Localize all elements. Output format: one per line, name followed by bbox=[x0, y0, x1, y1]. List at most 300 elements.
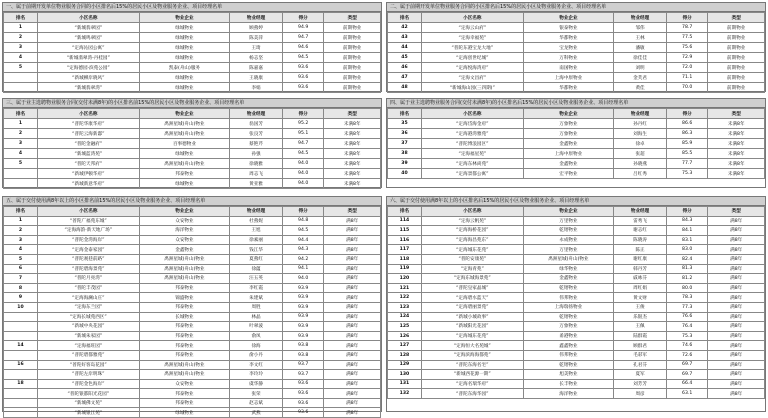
type-cell: 满8年 bbox=[708, 254, 765, 264]
company-cell: 众安物业 bbox=[139, 216, 229, 226]
table-row bbox=[388, 139, 765, 149]
community-cell: “新城伊顿华府” bbox=[37, 169, 139, 179]
manager-cell: 汪五英 bbox=[230, 274, 283, 284]
community-cell: “新城银江苑” bbox=[37, 408, 139, 418]
rank-cell bbox=[4, 398, 38, 408]
manager-cell: 陈正 bbox=[614, 245, 667, 255]
community-cell: “定海海昌苑东” bbox=[421, 235, 523, 245]
manager-cell: 李娟 bbox=[230, 83, 283, 93]
manager-cell: 王琦 bbox=[230, 43, 283, 53]
type-cell: 满8年 bbox=[324, 341, 381, 351]
company-cell: 绿城物业 bbox=[139, 43, 229, 53]
rank-cell: 125 bbox=[388, 322, 422, 332]
score-cell: 76.4 bbox=[666, 322, 707, 332]
community-cell: “定海德园·滨苑公园” bbox=[37, 63, 139, 73]
company-cell: 禹洲星城(舟山)物业 bbox=[139, 119, 229, 129]
score-cell: 71.1 bbox=[666, 73, 707, 83]
score-cell: 93.8 bbox=[282, 350, 323, 360]
manager-cell: 徐素丽 bbox=[230, 235, 283, 245]
panel-title: 四、属于业主选聘物业服务合同(交付未满8年)的小区排名后15%的居民小区及物业服务企业、项目经理名单 bbox=[387, 99, 765, 108]
community-cell: “普陀博浪园区” bbox=[421, 139, 523, 149]
manager-cell: 虞华静 bbox=[230, 379, 283, 389]
community-cell: “定海沁园公寓” bbox=[37, 43, 139, 53]
rank-cell: 46 bbox=[388, 63, 422, 73]
manager-cell: 乐银杰 bbox=[614, 312, 667, 322]
type-cell: 满8年 bbox=[324, 331, 381, 341]
rank-cell: 3 bbox=[4, 43, 38, 53]
type-cell: 前期物业 bbox=[324, 53, 381, 63]
score-cell: 86.6 bbox=[666, 119, 707, 129]
type-cell: 前期物业 bbox=[708, 83, 765, 93]
community-cell: “定海长城苑西区” bbox=[37, 312, 139, 322]
community-cell: “定海岱海金府” bbox=[421, 119, 523, 129]
company-cell: 百事德物业 bbox=[139, 139, 229, 149]
ranking-table bbox=[3, 108, 381, 189]
table-row bbox=[388, 302, 765, 312]
score-cell: 95.2 bbox=[282, 119, 323, 129]
rank-cell: 9 bbox=[4, 293, 38, 303]
type-cell: 满8年 bbox=[324, 274, 381, 284]
score-cell: 75.6 bbox=[666, 43, 707, 53]
community-cell: “新城新意华府” bbox=[37, 179, 139, 189]
manager-cell: 徐蕴 bbox=[230, 264, 283, 274]
ranking-table bbox=[387, 12, 765, 93]
type-cell: 满8年 bbox=[324, 322, 381, 332]
type-cell: 未满8年 bbox=[324, 139, 381, 149]
manager-cell: 张荣 bbox=[230, 389, 283, 399]
table-row bbox=[4, 139, 381, 149]
company-cell: 永成物业 bbox=[523, 235, 613, 245]
type-cell: 满8年 bbox=[708, 235, 765, 245]
column-header: 得分 bbox=[666, 207, 707, 217]
column-header: 类型 bbox=[708, 13, 765, 23]
table-row bbox=[4, 179, 381, 189]
column-header: 类型 bbox=[708, 109, 765, 119]
table-row bbox=[388, 379, 765, 389]
score-cell: 94.3 bbox=[282, 245, 323, 255]
table-row bbox=[4, 83, 381, 93]
type-cell: 满8年 bbox=[708, 245, 765, 255]
type-cell: 满8年 bbox=[708, 341, 765, 351]
type-cell: 未满8年 bbox=[708, 139, 765, 149]
table-row bbox=[388, 53, 765, 63]
rank-cell bbox=[4, 350, 38, 360]
score-cell: 93.6 bbox=[282, 83, 323, 93]
community-cell: “定海恒大名苑城” bbox=[421, 341, 523, 351]
column-header: 类型 bbox=[708, 207, 765, 217]
company-cell: 绿城物业 bbox=[139, 33, 229, 43]
type-cell: 满8年 bbox=[324, 312, 381, 322]
type-cell: 前期物业 bbox=[708, 63, 765, 73]
table-row bbox=[4, 119, 381, 129]
community-cell: “定海碧水蓝天” bbox=[421, 293, 523, 303]
community-cell: “普陀天邦府” bbox=[37, 159, 139, 169]
rank-cell bbox=[4, 370, 38, 380]
table-row bbox=[4, 53, 381, 63]
score-cell: 78.3 bbox=[666, 293, 707, 303]
rank-cell: 47 bbox=[388, 73, 422, 83]
table-row bbox=[388, 331, 765, 341]
rank-cell bbox=[4, 73, 38, 83]
community-cell: “定海金泰家园” bbox=[37, 245, 139, 255]
table-row bbox=[388, 23, 765, 33]
column-header: 排名 bbox=[4, 207, 38, 217]
score-cell: 94.0 bbox=[282, 274, 323, 284]
community-cell: “新城阳光花园” bbox=[421, 322, 523, 332]
rank-cell: 129 bbox=[388, 360, 422, 370]
manager-cell: 徐海 bbox=[230, 341, 283, 351]
manager-cell: 顾群君 bbox=[614, 341, 667, 351]
rank-cell: 6 bbox=[4, 264, 38, 274]
type-cell: 未满8年 bbox=[708, 149, 765, 159]
company-cell: 禹洲星城(舟山)物业 bbox=[139, 274, 229, 284]
company-cell: 禹洲星城(舟山)物业 bbox=[139, 129, 229, 139]
rank-cell: 45 bbox=[388, 53, 422, 63]
rank-cell: 3 bbox=[4, 139, 38, 149]
community-cell: “定海海澜山庄” bbox=[37, 293, 139, 303]
score-cell: 94.0 bbox=[282, 179, 323, 189]
manager-cell: 张超 bbox=[614, 149, 667, 159]
table-row bbox=[4, 33, 381, 43]
column-header: 小区名称 bbox=[421, 13, 523, 23]
type-cell: 满8年 bbox=[324, 379, 381, 389]
table-row bbox=[388, 350, 765, 360]
score-cell: 72.9 bbox=[666, 53, 707, 63]
type-cell: 未满8年 bbox=[324, 179, 381, 189]
rank-cell bbox=[4, 179, 38, 189]
type-cell: 前期物业 bbox=[324, 23, 381, 33]
table-row bbox=[4, 370, 381, 380]
type-cell: 前期物业 bbox=[708, 73, 765, 83]
community-cell: “普陀广福苑东城” bbox=[37, 216, 139, 226]
community-cell: “定海幸福苑” bbox=[421, 33, 523, 43]
rank-cell: 116 bbox=[388, 235, 422, 245]
rank-cell: 5 bbox=[4, 159, 38, 169]
community-cell: “定海名瑞华府” bbox=[421, 379, 523, 389]
score-cell: 78.7 bbox=[666, 23, 707, 33]
score-cell: 93.8 bbox=[282, 341, 323, 351]
community-cell: “普陀左岸明珠” bbox=[37, 370, 139, 380]
table-row bbox=[4, 73, 381, 83]
table-row bbox=[4, 408, 381, 418]
score-cell: 86.3 bbox=[666, 129, 707, 139]
manager-cell: 谢红康 bbox=[614, 254, 667, 264]
manager-cell: 夏燕红 bbox=[230, 254, 283, 264]
company-cell: 伟邦物业 bbox=[523, 293, 613, 303]
rank-cell bbox=[4, 322, 38, 332]
rank-cell: 48 bbox=[388, 83, 422, 93]
rank-cell: 38 bbox=[388, 149, 422, 159]
score-cell: 93.6 bbox=[282, 73, 323, 83]
community-cell: “普陀好客岛花园” bbox=[37, 360, 139, 370]
type-cell: 满8年 bbox=[708, 264, 765, 274]
rank-cell bbox=[4, 312, 38, 322]
score-cell: 94.7 bbox=[282, 139, 323, 149]
score-cell: 94.8 bbox=[282, 216, 323, 226]
community-cell: “新城翡翠湾” bbox=[37, 83, 139, 93]
company-cell: 宏平物业 bbox=[523, 169, 613, 179]
company-cell: 乾镕物业 bbox=[523, 312, 613, 322]
community-cell: “普陀月亮湾” bbox=[37, 274, 139, 284]
score-cell: 75.3 bbox=[666, 169, 707, 179]
score-cell: 93.7 bbox=[282, 370, 323, 380]
table-row bbox=[388, 73, 765, 83]
column-header: 小区名称 bbox=[37, 13, 139, 23]
score-cell: 93.9 bbox=[282, 322, 323, 332]
ranking-table bbox=[3, 206, 381, 418]
score-cell: 94.0 bbox=[282, 159, 323, 169]
rank-cell: 5 bbox=[4, 254, 38, 264]
type-cell: 前期物业 bbox=[324, 33, 381, 43]
company-cell: 众安物业 bbox=[139, 379, 229, 389]
community-cell: “普陀观巷前路” bbox=[37, 254, 139, 264]
company-cell: 乾镕物业 bbox=[523, 360, 613, 370]
panel-title: 一、属于前期开发单位物业服务合同的小区排名后15%的居民小区及物业服务企业、项目经理名单 bbox=[3, 3, 381, 12]
rank-cell: 40 bbox=[388, 169, 422, 179]
column-header: 物业企业 bbox=[523, 109, 613, 119]
panel-over-8-years-bottom bbox=[386, 196, 766, 412]
manager-cell: 陈嘉嘉 bbox=[230, 63, 283, 73]
table-row bbox=[388, 293, 765, 303]
score-cell: 81.2 bbox=[666, 274, 707, 284]
type-cell: 未满8年 bbox=[708, 169, 765, 179]
rank-cell: 127 bbox=[388, 341, 422, 351]
manager-cell: 钱江华 bbox=[230, 245, 283, 255]
rank-cell: 115 bbox=[388, 226, 422, 236]
manager-cell: 王俊 bbox=[614, 302, 667, 312]
manager-cell: 刘海生 bbox=[614, 129, 667, 139]
manager-cell: 王佩 bbox=[614, 322, 667, 332]
table-row bbox=[388, 119, 765, 129]
manager-cell: 王旭 bbox=[230, 226, 283, 236]
column-header: 小区名称 bbox=[421, 207, 523, 217]
company-cell: 海洋物业 bbox=[523, 389, 613, 399]
type-cell: 前期物业 bbox=[708, 23, 765, 33]
column-header: 物业企业 bbox=[139, 109, 229, 119]
rank-cell: 2 bbox=[4, 33, 38, 43]
score-cell: 94.7 bbox=[282, 33, 323, 43]
table-row bbox=[4, 293, 381, 303]
community-cell: “新城海山园(三四期)” bbox=[421, 83, 523, 93]
score-cell: 93.9 bbox=[282, 331, 323, 341]
company-cell: 南国物业 bbox=[523, 63, 613, 73]
rank-cell: 130 bbox=[388, 370, 422, 380]
column-header: 小区名称 bbox=[37, 207, 139, 217]
score-cell: 77.3 bbox=[666, 302, 707, 312]
type-cell: 满8年 bbox=[324, 245, 381, 255]
table-row bbox=[388, 370, 765, 380]
column-header: 物业经理 bbox=[230, 13, 283, 23]
rank-cell: 43 bbox=[388, 33, 422, 43]
community-cell: “新城佛文苑” bbox=[37, 398, 139, 408]
community-cell: “定海港湾雅苑” bbox=[421, 129, 523, 139]
score-cell: 63.1 bbox=[666, 389, 707, 399]
company-cell: 绿城物业 bbox=[139, 408, 229, 418]
rank-cell: 42 bbox=[388, 23, 422, 33]
company-cell: 众安物业 bbox=[139, 235, 229, 245]
table-row bbox=[388, 33, 765, 43]
table-row bbox=[388, 245, 765, 255]
manager-cell: 陈美萍 bbox=[230, 33, 283, 43]
rank-cell: 16 bbox=[4, 360, 38, 370]
company-cell: 邦泰物业 bbox=[139, 389, 229, 399]
table-row bbox=[4, 379, 381, 389]
score-cell: 94.4 bbox=[282, 235, 323, 245]
company-cell: 绿华物业 bbox=[523, 264, 613, 274]
score-cell: 84.3 bbox=[666, 216, 707, 226]
column-header: 物业经理 bbox=[230, 109, 283, 119]
type-cell: 未满8年 bbox=[708, 129, 765, 139]
manager-cell: 陆群霞 bbox=[614, 331, 667, 341]
manager-cell: 徐佳佳 bbox=[614, 53, 667, 63]
table-row bbox=[388, 169, 765, 179]
company-cell: 宝龙物业 bbox=[523, 43, 613, 53]
manager-cell: 蔡艳芹 bbox=[230, 139, 283, 149]
score-cell: 83.1 bbox=[666, 235, 707, 245]
table-row bbox=[388, 149, 765, 159]
panel-front-period-bottom bbox=[386, 2, 766, 92]
community-cell: “新城西花源一期” bbox=[421, 370, 523, 380]
rank-cell: 4 bbox=[4, 245, 38, 255]
company-cell: 金鑫物业 bbox=[523, 159, 613, 169]
community-cell: “定海云山府” bbox=[421, 23, 523, 33]
column-header: 排名 bbox=[4, 109, 38, 119]
type-cell: 未满8年 bbox=[324, 129, 381, 139]
manager-cell: 徐晓雅 bbox=[230, 159, 283, 169]
table-row bbox=[4, 360, 381, 370]
community-cell: “普陀东港宝龙大地” bbox=[421, 43, 523, 53]
company-cell: 上海瑞扬物业 bbox=[523, 302, 613, 312]
manager-cell: 杨志坚 bbox=[230, 53, 283, 63]
score-cell: 85.5 bbox=[666, 149, 707, 159]
rank-cell bbox=[4, 389, 38, 399]
type-cell: 满8年 bbox=[708, 293, 765, 303]
company-cell: 邦泰物业 bbox=[139, 283, 229, 293]
company-cell: 绿城物业 bbox=[139, 149, 229, 159]
score-cell: 74.6 bbox=[666, 341, 707, 351]
score-cell: 93.6 bbox=[282, 408, 323, 418]
company-cell: 邦泰物业 bbox=[139, 169, 229, 179]
ranking-table bbox=[3, 12, 381, 93]
table-row bbox=[4, 398, 381, 408]
score-cell: 94.6 bbox=[282, 43, 323, 53]
type-cell: 满8年 bbox=[708, 274, 765, 284]
company-cell: 凯泰(舟山)服务 bbox=[139, 63, 229, 73]
community-cell: “普陀云海新邸” bbox=[37, 129, 139, 139]
type-cell: 未满8年 bbox=[324, 149, 381, 159]
column-header: 排名 bbox=[388, 13, 422, 23]
manager-cell: 黄佳 bbox=[614, 83, 667, 93]
panel-owner-elected-bottom bbox=[386, 98, 766, 188]
community-cell: “定海城东花苑” bbox=[421, 331, 523, 341]
column-header: 排名 bbox=[4, 13, 38, 23]
rank-cell: 128 bbox=[388, 350, 422, 360]
community-cell: “新城朱家园” bbox=[37, 331, 139, 341]
column-header: 得分 bbox=[282, 13, 323, 23]
community-cell: “定海海桥花园” bbox=[421, 226, 523, 236]
rank-cell: 114 bbox=[388, 216, 422, 226]
column-header: 得分 bbox=[282, 207, 323, 217]
company-cell: 万象物业 bbox=[523, 119, 613, 129]
company-cell: 绿城物业 bbox=[139, 83, 229, 93]
table-row bbox=[388, 63, 765, 73]
score-cell: 93.6 bbox=[282, 379, 323, 389]
type-cell: 满8年 bbox=[324, 235, 381, 245]
rank-cell: 132 bbox=[388, 389, 422, 399]
table-row bbox=[388, 235, 765, 245]
rank-cell: 35 bbox=[388, 119, 422, 129]
manager-cell: 杜燕妮 bbox=[230, 216, 283, 226]
rank-cell: 122 bbox=[388, 293, 422, 303]
panel-title: 三、属于业主选聘物业服务合同(交付未满8年)的小区排名前15%的居民小区及物业服务企业、项目经理名单 bbox=[3, 99, 381, 108]
rank-cell: 8 bbox=[4, 283, 38, 293]
community-cell: “新城柳岸晓风” bbox=[37, 73, 139, 83]
type-cell: 满8年 bbox=[324, 389, 381, 399]
manager-cell: 夏军 bbox=[614, 370, 667, 380]
manager-cell: 翁国芳 bbox=[230, 119, 283, 129]
company-cell: 上海中原物业 bbox=[523, 73, 613, 83]
column-header: 排名 bbox=[388, 207, 422, 217]
rank-cell: 118 bbox=[388, 254, 422, 264]
manager-cell: 朱建斌 bbox=[230, 293, 283, 303]
community-cell: “定海福星苑” bbox=[421, 149, 523, 159]
company-cell: 鑫鑫物业 bbox=[523, 341, 613, 351]
community-cell: “普陀皇家晶城” bbox=[421, 283, 523, 293]
rank-cell: 131 bbox=[388, 379, 422, 389]
table-row bbox=[4, 63, 381, 73]
type-cell: 未满8年 bbox=[324, 169, 381, 179]
manager-cell: 雷秀飞 bbox=[614, 216, 667, 226]
column-header: 小区名称 bbox=[37, 109, 139, 119]
table-row bbox=[4, 216, 381, 226]
table-row bbox=[4, 350, 381, 360]
table-row bbox=[388, 322, 765, 332]
company-cell: 万象物业 bbox=[523, 129, 613, 139]
score-cell: 95.1 bbox=[282, 129, 323, 139]
community-cell: “普陀安康苑” bbox=[421, 254, 523, 264]
table-row bbox=[4, 312, 381, 322]
rank-cell: 5 bbox=[4, 63, 38, 73]
type-cell: 满8年 bbox=[708, 226, 765, 236]
column-header: 得分 bbox=[666, 109, 707, 119]
table-row bbox=[388, 216, 765, 226]
rank-cell: 10 bbox=[4, 302, 38, 312]
manager-cell: 俞凤 bbox=[230, 331, 283, 341]
table-row bbox=[4, 264, 381, 274]
column-header: 物业经理 bbox=[230, 207, 283, 217]
score-cell: 66.4 bbox=[666, 379, 707, 389]
type-cell: 前期物业 bbox=[708, 43, 765, 53]
rank-cell bbox=[4, 169, 38, 179]
company-cell: 华都物业 bbox=[523, 33, 613, 43]
manager-cell: 金芙君 bbox=[614, 73, 667, 83]
table-row bbox=[4, 226, 381, 236]
community-cell: “定海海韵·新天地广场” bbox=[37, 226, 139, 236]
company-cell: 禹洲星城(舟山)物业 bbox=[139, 254, 229, 264]
community-cell: “普陀华康华府” bbox=[37, 119, 139, 129]
score-cell: 93.9 bbox=[282, 283, 323, 293]
manager-cell: 孔君芬 bbox=[614, 360, 667, 370]
manager-cell: 周红娟 bbox=[614, 283, 667, 293]
rank-cell: 37 bbox=[388, 139, 422, 149]
type-cell: 满8年 bbox=[708, 312, 765, 322]
company-cell: 乾镕物业 bbox=[523, 283, 613, 293]
score-cell: 94.5 bbox=[282, 226, 323, 236]
community-cell: “新城翡翠湾-丹桂园” bbox=[37, 53, 139, 63]
score-cell: 83.0 bbox=[666, 245, 707, 255]
type-cell: 前期物业 bbox=[708, 33, 765, 43]
type-cell: 满8年 bbox=[708, 350, 765, 360]
